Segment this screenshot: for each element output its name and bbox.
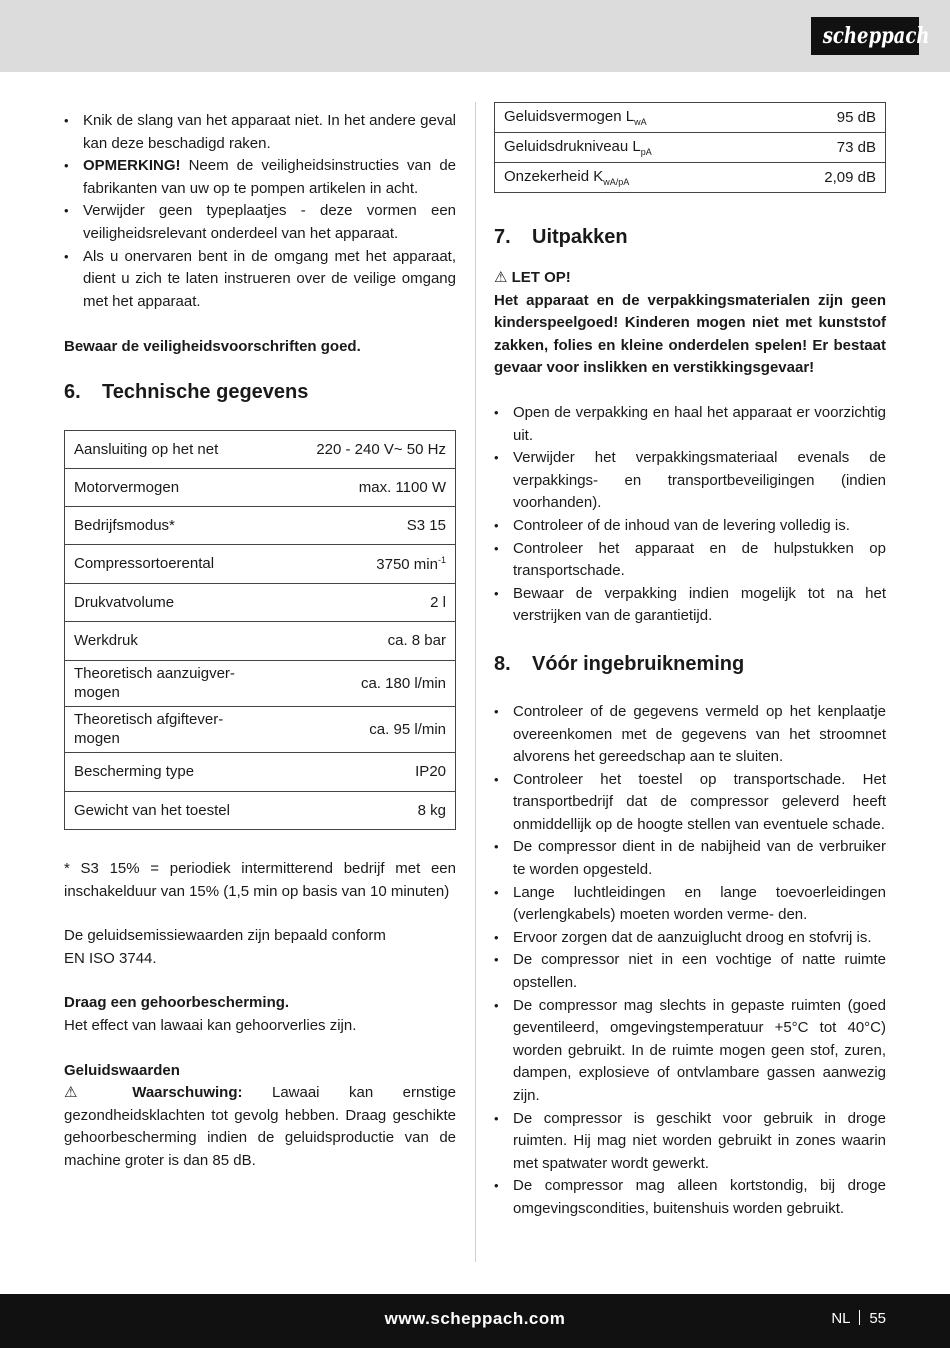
table-value: 95 dB xyxy=(769,103,885,133)
brand-logo xyxy=(811,17,930,55)
rpm-value: 3750 min xyxy=(376,555,438,573)
safety-bullet-list xyxy=(64,110,456,313)
sound-key-sub: wA xyxy=(634,117,647,127)
warning-text: Lawaai kan ernstige gezondheidsklachten tot gevolg hebben. Draag geschikte gehoorbescherming indien de geluidsproductie van de machine groter is dan 85 dB. xyxy=(64,1084,456,1169)
table-key: Gewicht van het toestel xyxy=(65,791,279,829)
table-row xyxy=(65,752,456,791)
list-item: • Verwijder het verpakkingsmateriaal evenals de verpakkings- en transportbeveiligingen (indien voorhanden). xyxy=(494,447,886,515)
table-row xyxy=(65,430,456,468)
language-code: NL xyxy=(831,1310,850,1327)
hearing-protection-title: Draag een gehoorbescherming. xyxy=(64,994,290,1012)
warning-triangle-icon: ⚠ xyxy=(64,1084,103,1102)
table-key: Motorvermogen xyxy=(65,468,279,506)
warning-triangle-icon: ⚠ xyxy=(494,269,508,286)
section-heading-8 xyxy=(494,650,886,678)
key-line: mogen xyxy=(74,730,120,748)
table-value xyxy=(279,544,456,583)
keep-safety-instructions: Bewaar de veiligheidsvoorschriften goed. xyxy=(64,338,361,356)
list-item: • De compressor dient in de nabijheid van de verbruiker te worden opgesteld. xyxy=(494,836,886,881)
table-key xyxy=(495,133,770,163)
table-value: 2,09 dB xyxy=(769,163,885,193)
sound-key-sub: wA/pA xyxy=(603,177,630,187)
section-title: Uitpakken xyxy=(532,226,628,248)
table-row xyxy=(65,791,456,829)
list-item: • Als u onervaren bent in de omgang met het apparaat, dient u zich te laten instrueren over de veilige omgang met het apparaat. xyxy=(64,246,456,314)
section-number: 7. xyxy=(494,226,511,248)
list-item: • Bewaar de verpakking indien mogelijk tot na het verstrijken van de garantietijd. xyxy=(494,583,886,628)
remark-text: Neem de veiligheidsinstructies van de fabrikanten van uw op te pompen artikelen in acht. xyxy=(83,157,456,197)
caution-block xyxy=(494,267,886,380)
table-key: Aansluiting op het net xyxy=(65,430,279,468)
table-row xyxy=(65,544,456,583)
table-key: Drukvatvolume xyxy=(65,583,279,621)
column-divider xyxy=(475,102,476,1262)
section-number: 8. xyxy=(494,652,511,675)
table-key xyxy=(65,660,279,706)
list-item: • Controleer het apparaat en de hulpstukken op transportschade. xyxy=(494,538,886,583)
caution-text: Het apparaat en de verpakkingsmaterialen zijn geen kinderspeelgoed! Kinderen mogen niet met kunststof zakken, folies en kleine onderdelen spelen! Er bestaat gevaar voor inslikken en verstikkingsgevaar! xyxy=(494,291,886,377)
list-item: • De compressor is geschikt voor gebruik in droge ruimten. Hij mag niet worden gebruikt in zones waarin met spatwater wordt gewerkt. xyxy=(494,1108,886,1176)
table-row xyxy=(65,706,456,752)
brand-logo-text: scheppach xyxy=(822,23,930,49)
technical-data-table xyxy=(64,430,456,830)
hearing-protection-text: Het effect van lawaai kan gehoorverlies zijn. xyxy=(64,1016,357,1034)
section-title: Vóór ingebruikneming xyxy=(532,652,745,675)
list-item: • De compressor mag alleen kortstondig, bij droge omgevingscondities, buitenshuis worden gebruikt. xyxy=(494,1175,886,1220)
unpacking-bullet-list xyxy=(494,402,886,628)
hearing-protection-note xyxy=(64,992,456,1037)
list-item: • Open de verpakking en haal het apparaat er voorzichtig uit. xyxy=(494,402,886,447)
list-item: • Controleer of de gegevens vermeld op het kenplaatje overeenkomen met de gegevens van het stroomnet alvorens het gereedschap aan te sluiten. xyxy=(494,701,886,769)
table-row xyxy=(495,103,886,133)
table-key: Werkdruk xyxy=(65,621,279,660)
rpm-exponent: -1 xyxy=(437,554,446,565)
sound-key: Onzekerheid K xyxy=(504,168,604,185)
table-row xyxy=(495,133,886,163)
sound-key: Geluidsvermogen L xyxy=(504,108,635,125)
noise-line: De geluidsemissiewaarden zijn bepaald conform xyxy=(64,927,386,945)
page-footer xyxy=(0,1294,950,1348)
table-row xyxy=(65,506,456,544)
table-value: IP20 xyxy=(279,752,456,791)
sound-values-title: Geluidswaarden xyxy=(64,1061,180,1079)
table-row xyxy=(65,660,456,706)
table-key: Compressortoerental xyxy=(65,544,279,583)
warning-label: Waarschuwing: xyxy=(132,1084,243,1102)
table-key: Bescherming type xyxy=(65,752,279,791)
key-line: mogen xyxy=(74,684,120,702)
table-key xyxy=(495,103,770,133)
table-key xyxy=(65,706,279,752)
key-line: Theoretisch afgiftever- xyxy=(74,711,224,729)
section-heading-6 xyxy=(64,378,456,406)
table-row xyxy=(65,583,456,621)
list-item xyxy=(64,155,456,200)
table-value: 73 dB xyxy=(769,133,885,163)
page-header xyxy=(0,0,950,72)
page-number-value: 55 xyxy=(869,1310,886,1327)
table-value: 220 - 240 V~ 50 Hz xyxy=(279,430,456,468)
sound-values-table xyxy=(494,102,886,193)
table-value: ca. 180 l/min xyxy=(279,660,456,706)
noise-line: EN ISO 3744. xyxy=(64,949,157,967)
list-item: • De compressor niet in een vochtige of natte ruimte opstellen. xyxy=(494,949,886,994)
operating-mode-footnote: * S3 15% = periodiek intermitterend bedrijf met een inschakelduur van 15% (1,5 min op basis van 10 minuten) xyxy=(64,859,456,900)
caution-label: LET OP! xyxy=(511,269,571,286)
key-line: Theoretisch aanzuigver- xyxy=(74,665,235,683)
table-key: Bedrijfsmodus* xyxy=(65,506,279,544)
list-item: • Verwijder geen typeplaatjes - deze vormen een veiligheidsrelevant onderdeel van het apparaat. xyxy=(64,200,456,245)
table-key xyxy=(495,163,770,193)
sound-key: Geluidsdrukniveau L xyxy=(504,138,641,155)
table-value: ca. 95 l/min xyxy=(279,706,456,752)
section-number: 6. xyxy=(64,380,81,403)
left-column xyxy=(64,110,456,1172)
section-title: Technische gegevens xyxy=(102,380,309,403)
table-row xyxy=(65,468,456,506)
table-value: S3 15 xyxy=(279,506,456,544)
list-item: • Ervoor zorgen dat de aanzuiglucht droog en stofvrij is. xyxy=(494,927,886,950)
section-heading-7 xyxy=(494,223,886,251)
list-item: • De compressor mag slechts in gepaste ruimten (goed geventileerd, omgevingstemperatuur +5°C tot 40°C) worden gebruikt. In de ruimte mogen geen stof, zuren, dampen, explosieve of ontvlambare gassen aanwezig zijn. xyxy=(494,995,886,1108)
table-value: 8 kg xyxy=(279,791,456,829)
noise-emission-note xyxy=(64,925,456,970)
table-value: ca. 8 bar xyxy=(279,621,456,660)
page-number xyxy=(831,1310,886,1327)
before-use-bullet-list xyxy=(494,701,886,1221)
list-item: • Knik de slang van het apparaat niet. In het andere geval kan deze beschadigd raken. xyxy=(64,110,456,155)
right-column xyxy=(494,102,886,1221)
table-row xyxy=(65,621,456,660)
remark-label: OPMERKING! xyxy=(83,157,181,175)
sound-key-sub: pA xyxy=(640,147,652,157)
list-item: • Controleer het toestel op transportschade. Het transportbedrijf dat de compressor geleverd heeft onmiddellijk op de hoogte stellen van eventuele schade. xyxy=(494,769,886,837)
page-separator xyxy=(859,1310,860,1325)
website-link[interactable]: www.scheppach.com xyxy=(384,1309,566,1328)
table-row xyxy=(495,163,886,193)
list-item: • Controleer of de inhoud van de levering volledig is. xyxy=(494,515,886,538)
table-value: max. 1100 W xyxy=(279,468,456,506)
table-value: 2 l xyxy=(279,583,456,621)
sound-values-block xyxy=(64,1060,456,1173)
list-item: • Lange luchtleidingen en lange toevoerleidingen (verlengkabels) moeten worden verme- den. xyxy=(494,882,886,927)
